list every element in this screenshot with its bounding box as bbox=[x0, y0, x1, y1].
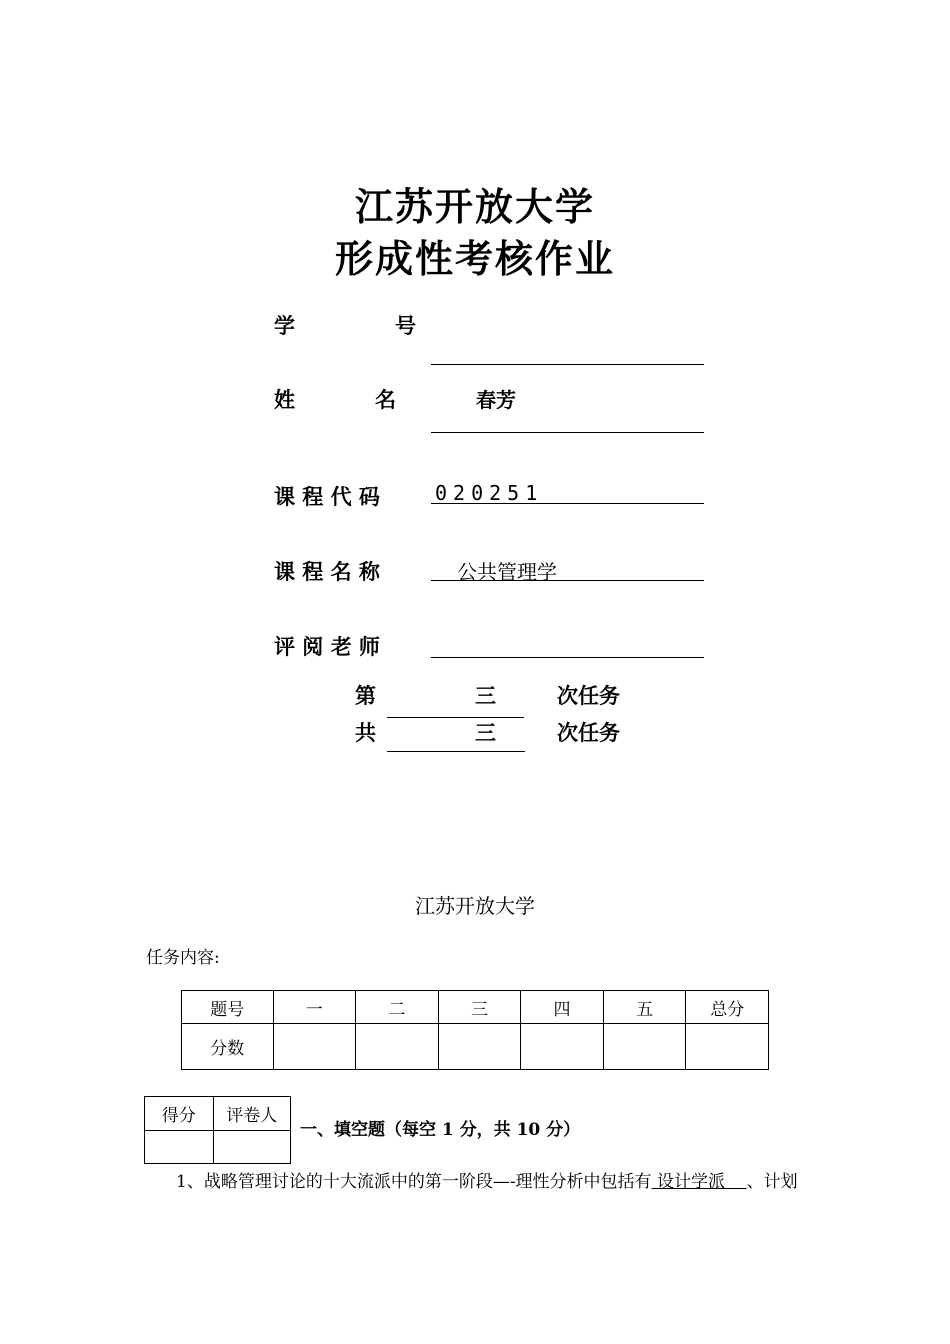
score-cell[interactable] bbox=[356, 1024, 439, 1070]
name-label-b: 名 bbox=[375, 387, 396, 412]
score-cell[interactable] bbox=[603, 1024, 686, 1070]
student-id-underline bbox=[431, 364, 704, 365]
question-1-answer: 设计学派 bbox=[651, 1172, 747, 1192]
course-name-label: 课 程 名 称 bbox=[274, 559, 380, 584]
score-header-cell: 二 bbox=[356, 991, 439, 1024]
question-1 bbox=[176, 1167, 798, 1192]
score-cell[interactable] bbox=[521, 1024, 604, 1070]
question-1-prefix: 1、战略管理讨论的十大流派中的第一阶段—-理性分析中包括有 bbox=[176, 1172, 652, 1192]
task-current-prefix: 第 bbox=[355, 683, 376, 708]
grader-table bbox=[144, 1096, 291, 1164]
name-underline bbox=[431, 432, 704, 433]
task-current-value: 三 bbox=[475, 683, 496, 708]
course-code-label: 课 程 代 码 bbox=[274, 484, 380, 509]
name-label-a: 姓 bbox=[274, 387, 295, 412]
university-heading: 江苏开放大学 bbox=[415, 894, 535, 918]
grader-name-cell[interactable] bbox=[213, 1131, 290, 1164]
course-name-underline bbox=[431, 580, 704, 581]
grader-header-score: 得分 bbox=[145, 1097, 214, 1131]
student-id-label-b: 号 bbox=[395, 313, 416, 338]
task-total-value: 三 bbox=[475, 720, 496, 745]
grader-header-grader: 评卷人 bbox=[213, 1097, 290, 1131]
score-row-label: 分数 bbox=[182, 1024, 274, 1070]
task-current-suffix: 次任务 bbox=[557, 683, 620, 708]
task-total-suffix: 次任务 bbox=[557, 720, 620, 745]
task-content-label: 任务内容: bbox=[146, 948, 220, 968]
score-cell[interactable] bbox=[438, 1024, 521, 1070]
score-cell[interactable] bbox=[686, 1024, 769, 1070]
task-total-underline bbox=[387, 751, 525, 752]
title-line-2: 形成性考核作业 bbox=[334, 236, 615, 281]
score-header-cell: 三 bbox=[438, 991, 521, 1024]
score-header-cell: 题号 bbox=[182, 991, 274, 1024]
score-header-cell: 一 bbox=[273, 991, 356, 1024]
reviewer-label: 评 阅 老 师 bbox=[274, 634, 380, 659]
score-header-cell: 四 bbox=[521, 991, 604, 1024]
section-1-title: 一、填空题（每空 1 分，共 10 分） bbox=[300, 1120, 581, 1140]
score-header-cell: 总分 bbox=[686, 991, 769, 1024]
name-value: 春芳 bbox=[476, 388, 516, 412]
score-header-cell: 五 bbox=[603, 991, 686, 1024]
course-code-underline bbox=[431, 503, 704, 504]
task-current-underline bbox=[387, 717, 524, 718]
grader-score-cell[interactable] bbox=[145, 1131, 214, 1164]
score-cell[interactable] bbox=[273, 1024, 356, 1070]
student-id-label-a: 学 bbox=[274, 313, 295, 338]
course-name-value: 公共管理学 bbox=[457, 560, 557, 584]
score-table bbox=[181, 990, 769, 1070]
title-line-1: 江苏开放大学 bbox=[354, 184, 595, 229]
reviewer-underline bbox=[431, 657, 704, 658]
question-1-suffix: 、计划 bbox=[746, 1172, 798, 1192]
task-total-prefix: 共 bbox=[355, 720, 376, 745]
course-code-value: 020251 bbox=[435, 481, 544, 505]
